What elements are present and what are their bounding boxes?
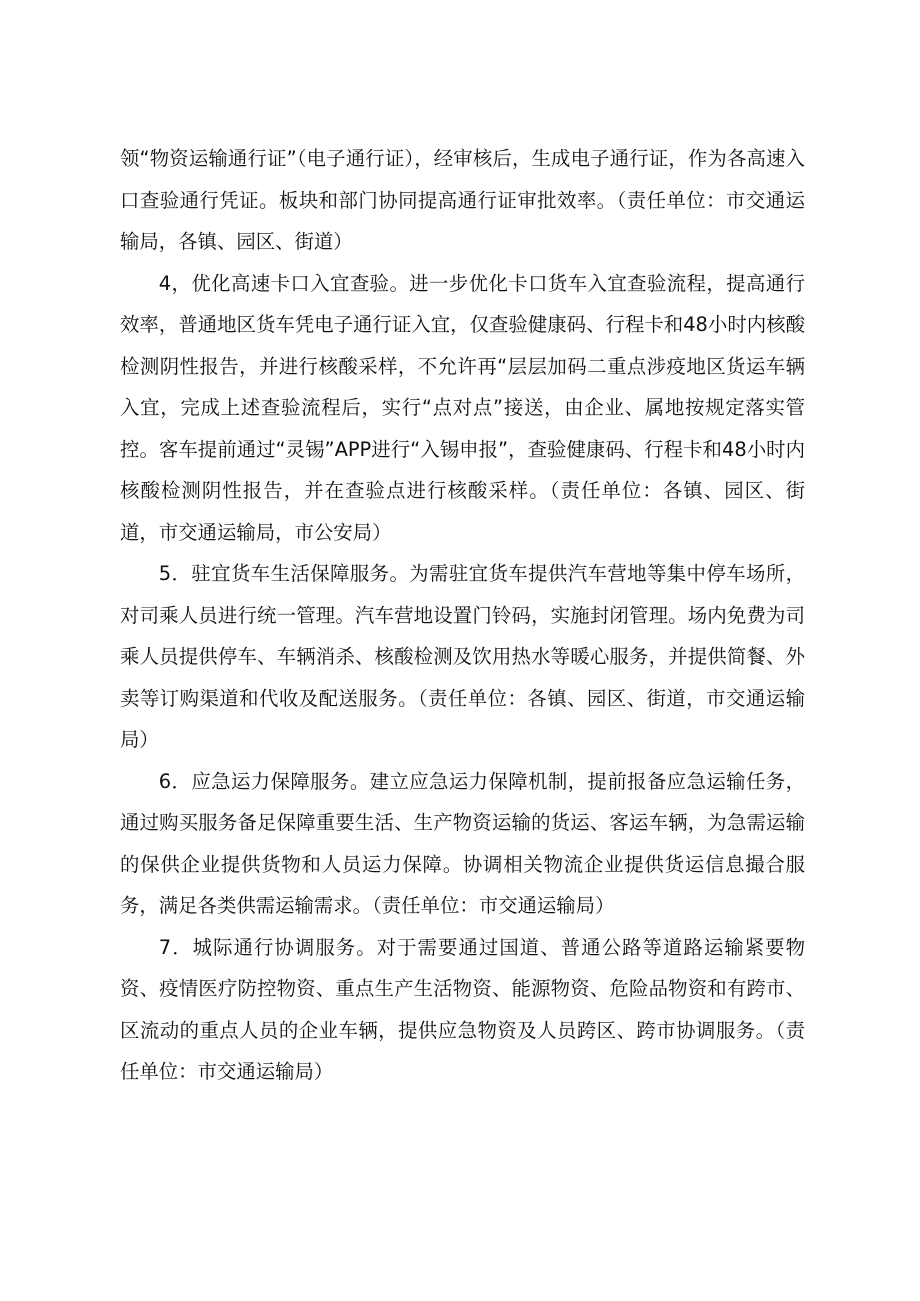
paragraph-continued: 领“物资运输通行证”（电子通行证），经审核后，生成电子通行证，作为各高速入口查验通行凭证。板块和部门协同提高通行证审批效率。（责任单位：市交通运输局，各镇、园区、街道） <box>120 147 805 253</box>
paragraph-item-5: 5．驻宜货车生活保障服务。为需驻宜货车提供汽车营地等集中停车场所，对司乘人员进行统一管理。汽车营地设置门铃码，实施封闭管理。场内免费为司乘人员提供停车、车辆消杀、核酸检测及饮用热水等暖心服务，并提供简餐、外卖等订购渠道和代收及配送服务。（责任单位：各镇、园区、街道，市交通运输局） <box>120 562 805 751</box>
document-body <box>120 138 805 1093</box>
paragraph-item-6: 6．应急运力保障服务。建立应急运力保障机制，提前报备应急运输任务，通过购买服务备足保障重要生活、生产物资运输的货运、客运车辆，为急需运输的保供企业提供货物和人员运力保障。协调相关物流企业提供货运信息撮合服务，满足各类供需运输需求。（责任单位：市交通运输局） <box>120 769 805 917</box>
paragraph-item-4: 4，优化高速卡口入宜查验。进一步优化卡口货车入宜查验流程，提高通行效率，普通地区货车凭电子通行证入宜，仅查验健康码、行程卡和48小时内核酸检测阴性报告，并进行核酸采样，不允许再“层层加码二重点涉疫地区货运车辆入宜，完成上述查验流程后，实行“点对点”接送，由企业、属地按规定落实管控。客车提前通过“灵锡”APP进行“入锡申报”，查验健康码、行程卡和48小时内核酸检测阴性报告，并在查验点进行核酸采样。（责任单位：各镇、园区、街道，市交通运输局，市公安局） <box>120 271 805 544</box>
paragraph-item-7: 7．城际通行协调服务。对于需要通过国道、普通公路等道路运输紧要物资、疫情医疗防控物资、重点生产生活物资、能源物资、危险品物资和有跨市、区流动的重点人员的企业车辆，提供应急物资及人员跨区、跨市协调服务。（责任单位：市交通运输局） <box>120 935 805 1083</box>
